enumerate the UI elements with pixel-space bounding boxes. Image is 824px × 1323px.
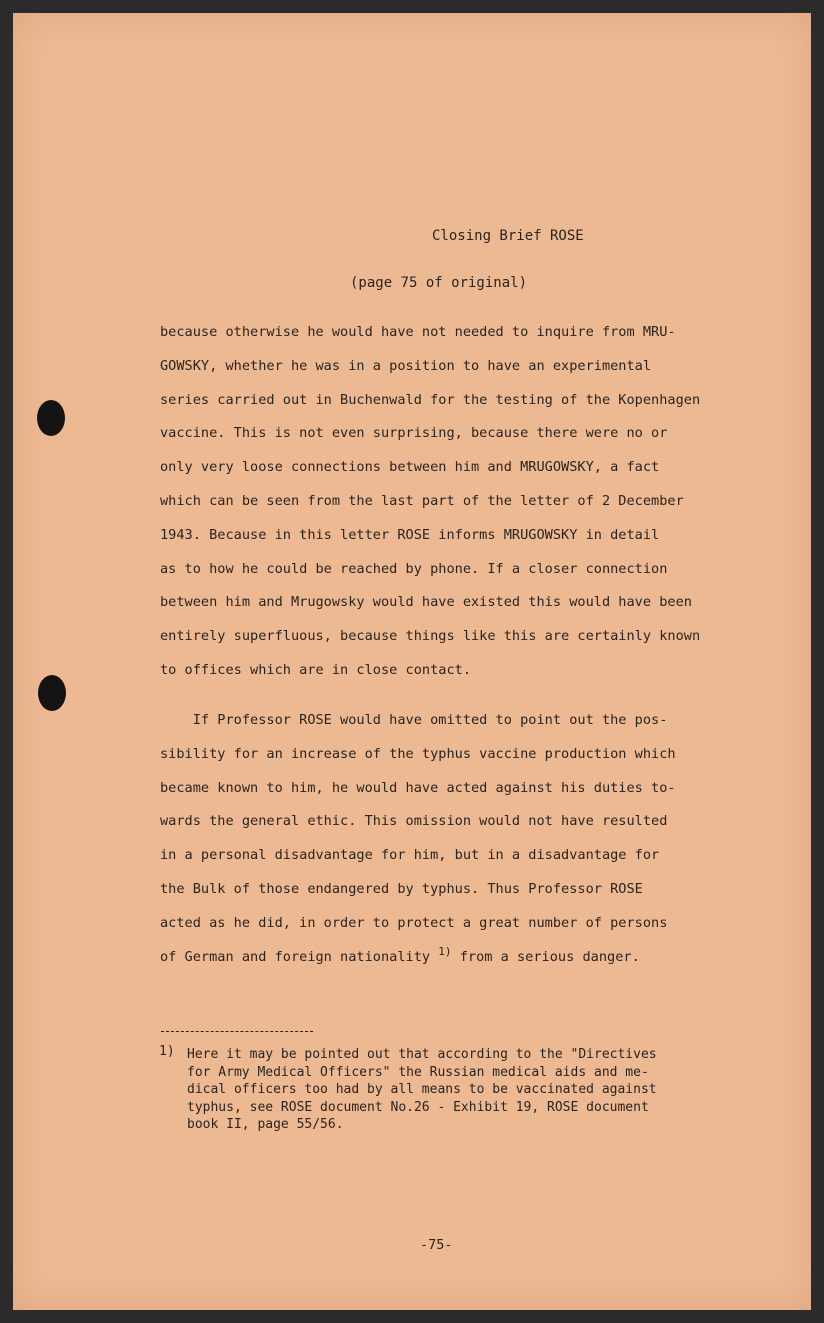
punch-hole xyxy=(37,400,65,436)
text-line: sibility for an increase of the typhus vaccine production which xyxy=(160,745,676,762)
text-line: in a personal disadvantage for him, but in a disadvantage for xyxy=(160,847,660,864)
text-segment: of German and foreign nationality xyxy=(160,948,439,965)
text-line: wards the general ethic. This omission would not have resulted xyxy=(160,813,668,830)
footnote-reference: 1) xyxy=(438,944,452,958)
footnote-line: book II, page 55/56. xyxy=(187,1117,344,1133)
body-paragraph-2 xyxy=(160,704,740,974)
page-reference: (page 75 of original) xyxy=(350,275,528,291)
body-paragraph-1 xyxy=(160,316,740,688)
text-line: because otherwise he would have not needed to inquire from MRU- xyxy=(160,324,676,340)
text-line: which can be seen from the last part of the letter of 2 December xyxy=(160,492,684,509)
footnote-line: typhus, see ROSE document No.26 - Exhibit 19, ROSE document xyxy=(187,1099,649,1115)
document-header: Closing Brief ROSE xyxy=(432,228,584,244)
text-line: 1943. Because in this letter ROSE informs MRUGOWSKY in detail xyxy=(160,526,660,543)
footnote-line: Here it may be pointed out that according to the "Directives xyxy=(187,1047,657,1062)
text-segment: from a serious danger. xyxy=(451,948,640,965)
footnote-line: for Army Medical Officers" the Russian medical aids and me- xyxy=(187,1064,649,1080)
text-line: If Professor ROSE would have omitted to point out the pos- xyxy=(160,712,668,728)
footnote-text xyxy=(187,1046,657,1134)
document-page xyxy=(13,13,811,1310)
text-line: between him and Mrugowsky would have existed this would have been xyxy=(160,594,692,611)
footnote-line: dical officers too had by all means to be vaccinated against xyxy=(187,1082,657,1098)
text-line: vaccine. This is not even surprising, because there were no or xyxy=(160,425,668,442)
text-line: entirely superfluous, because things like this are certainly known xyxy=(160,628,701,645)
text-line: became known to him, he would have acted against his duties to- xyxy=(160,779,676,796)
text-line: series carried out in Buchenwald for the testing of the Kopenhagen xyxy=(160,391,701,408)
text-line: acted as he did, in order to protect a great number of persons xyxy=(160,914,668,931)
text-line: the Bulk of those endangered by typhus. Thus Professor ROSE xyxy=(160,880,643,897)
text-line: to offices which are in close contact. xyxy=(160,661,471,678)
text-line-with-footnote-ref xyxy=(160,941,740,975)
page-number: -75- xyxy=(420,1237,453,1253)
text-line: only very loose connections between him and MRUGOWSKY, a fact xyxy=(160,459,660,476)
footnote-marker: 1) xyxy=(159,1044,175,1059)
footnote-divider xyxy=(161,1031,313,1032)
text-line: GOWSKY, whether he was in a position to have an experimental xyxy=(160,357,652,374)
punch-hole xyxy=(38,675,66,711)
text-line: as to how he could be reached by phone. If a closer connection xyxy=(160,560,668,577)
